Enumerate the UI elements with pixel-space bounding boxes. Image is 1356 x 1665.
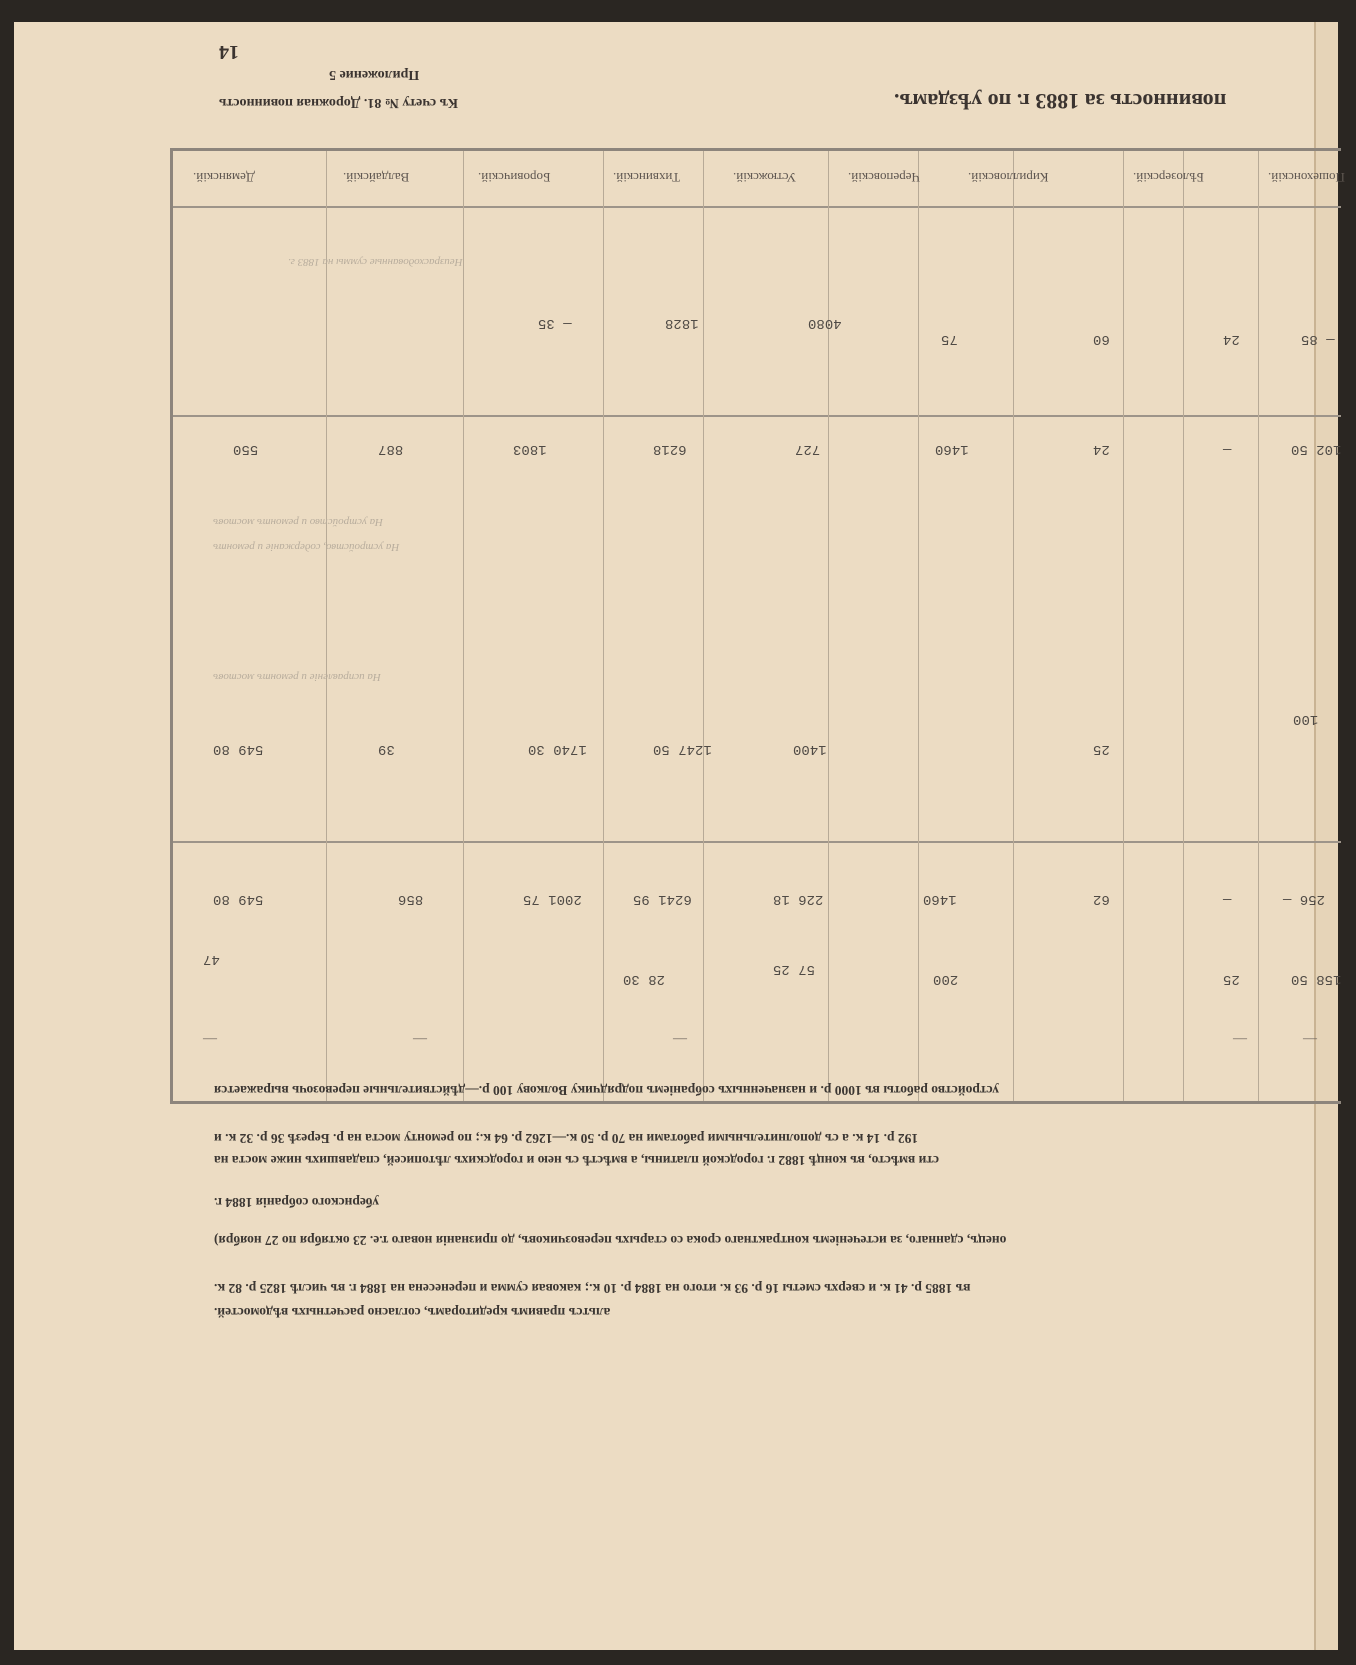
cell: 24 [1223, 331, 1240, 347]
cell: 550 [233, 441, 259, 457]
col-header: Тихвинскій. [613, 170, 681, 185]
footnote-line: онецъ, сданнаго, за истеченіемъ контрактнаго срока со старыхъ перевозчиковъ, до признанія новаго т.е. 23 октября по 27 ноября) [214, 1233, 1007, 1248]
cell: 25 [1223, 971, 1240, 987]
cell: 4080 [808, 315, 842, 331]
cell: 1740 30 [528, 741, 587, 757]
col-header: Демянскій. [193, 170, 255, 185]
dash: — [203, 1031, 217, 1046]
cell: 1400 [793, 741, 827, 757]
cell: 256 — [1283, 891, 1326, 907]
footnote-line: сти вмѣсто, въ концѣ 1882 г. городской платины, а вмѣстѣ съ нею и городскихъ лѣтописей, спадавшихъ ниже моста на [214, 1153, 939, 1168]
bleed-through-text: На устройство и ремонтъ мостовъ [213, 516, 384, 528]
cell: — [1223, 441, 1232, 457]
footnote-line: 192 р. 14 к. а съ дополнительными работами на 70 р. 50 к.—1262 р. 64 к.; по ремонту моста на р. Березѣ 36 р. 32 к. и [214, 1131, 919, 1146]
uezd-table [170, 148, 1345, 1104]
page-title: повинность за 1883 г. по уѣздамъ. [894, 89, 1227, 114]
bleed-through-text: На исправленіе и ремонтъ мостовъ [213, 671, 381, 683]
cell: 200 [933, 971, 959, 987]
bleed-through-text: Неизрасходованные суммы на 1883 г. [288, 256, 463, 268]
col-header: Валдайскій. [343, 170, 410, 185]
account-label: Къ счету № 81. Дорожная повинность [219, 95, 458, 110]
cell: 1460 [923, 891, 957, 907]
cell: — 35 [538, 315, 572, 331]
bleed-through-text: На устройство, содержаніе и ремонтъ [213, 541, 400, 553]
cell: 24 [1093, 441, 1110, 457]
dash: — [673, 1031, 687, 1046]
cell: 6241 95 [633, 891, 692, 907]
footnote-line: въ 1885 р. 41 к. и сверхъ сметы 16 р. 93 к. итого на 1884 р. 10 к.; каковая сумма и перенесена на 1884 г. въ числѣ 1825 р. 82 к. [214, 1281, 971, 1296]
cell: 60 [1093, 331, 1110, 347]
footnote-line: устройство работы въ 1000 р. и назначенныхъ собраніемъ подрядчику Волкову 100 р.—дѣйствительные перевозочь выражается [214, 1083, 999, 1098]
dash: — [413, 1031, 427, 1046]
cell: 1803 [513, 441, 547, 457]
cell: 2001 75 [523, 891, 582, 907]
cell: 1828 [665, 315, 699, 331]
cell: 28 30 [623, 971, 666, 987]
cell: — 85 [1301, 331, 1335, 347]
cell: 549 80 [213, 741, 264, 757]
cell: 226 18 [773, 891, 824, 907]
document-page [14, 22, 1345, 1650]
col-header: Кирилловскій. [968, 170, 1049, 185]
cell: 102 50 [1291, 441, 1342, 457]
cell: 158 50 [1291, 971, 1342, 987]
cell: 856 [398, 891, 424, 907]
footnote-line: альтсъ правимъ кредиторамъ, согласно расчетныхъ вѣдомостей. [214, 1305, 611, 1320]
cell: 25 [1093, 741, 1110, 757]
cell: 75 [941, 331, 958, 347]
col-header: Боровичскій. [478, 170, 551, 185]
cell: — [1223, 891, 1232, 907]
dash: — [1303, 1031, 1317, 1046]
cell: 100 [1293, 711, 1319, 727]
dash: — [1233, 1031, 1247, 1046]
cell: 6218 [653, 441, 687, 457]
cell: 47 [203, 951, 220, 967]
col-header: Пошехонскій. [1268, 170, 1345, 185]
col-header: Бѣлозерскій. [1133, 170, 1204, 185]
cell: 39 [378, 741, 395, 757]
cell: 887 [378, 441, 404, 457]
footnote-line: убернского собранія 1884 г. [214, 1195, 379, 1210]
cell: 62 [1093, 891, 1110, 907]
page-number: 14 [219, 41, 239, 63]
cell: 727 [795, 441, 821, 457]
appendix-label: Приложение 5 [329, 67, 420, 82]
col-header: Устюжскій. [733, 170, 797, 185]
col-header: Череповскій. [848, 170, 920, 185]
cell: 549 80 [213, 891, 264, 907]
cell: 57 25 [773, 961, 816, 977]
cell: 1247 50 [653, 741, 712, 757]
cell: 1460 [935, 441, 969, 457]
